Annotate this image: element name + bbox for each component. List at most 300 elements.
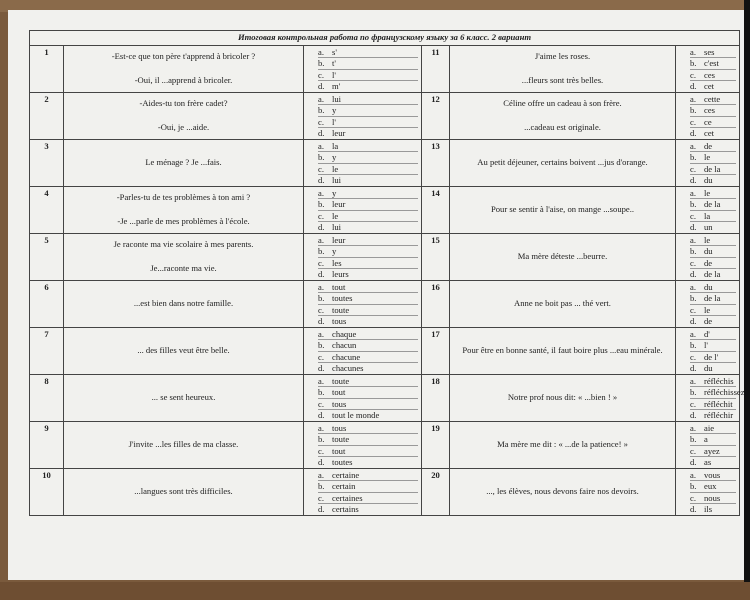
answer-option[interactable]: [690, 211, 736, 222]
option-text: chacun: [332, 340, 357, 351]
option-letter: c.: [318, 116, 324, 127]
option-letter: b.: [318, 152, 325, 163]
option-text: la: [332, 140, 339, 151]
option-text: cet: [704, 127, 715, 138]
answer-option[interactable]: [318, 235, 418, 246]
answer-option[interactable]: [690, 457, 736, 467]
question-number: 1: [30, 46, 64, 93]
answer-option[interactable]: [690, 94, 736, 105]
option-text: ayez: [704, 445, 720, 456]
option-letter: b.: [318, 246, 325, 257]
option-text: ce: [704, 116, 712, 127]
option-letter: a.: [690, 422, 696, 433]
option-letter: d.: [318, 80, 325, 91]
option-letter: b.: [690, 340, 697, 351]
question-text: [64, 469, 304, 516]
option-text: le: [704, 304, 711, 315]
answer-options: [304, 234, 422, 281]
option-letter: b.: [318, 58, 325, 69]
option-text: lui: [332, 174, 342, 185]
answer-option[interactable]: [690, 117, 736, 128]
option-letter: a.: [318, 234, 324, 245]
worksheet-title: Итоговая контрольная работа по французскому языку за 6 класс. 2 вариант: [30, 31, 740, 46]
answer-option[interactable]: [690, 481, 736, 492]
option-letter: d.: [318, 221, 325, 232]
answer-option[interactable]: [690, 470, 736, 481]
question-line: -Aides-tu ton frère cadet?: [139, 98, 228, 109]
option-text: leur: [332, 127, 346, 138]
option-text: les: [332, 257, 342, 268]
question-text: [450, 46, 676, 93]
option-letter: c.: [318, 304, 324, 315]
option-text: m': [332, 80, 341, 91]
option-text: cet: [704, 80, 715, 91]
option-letter: c.: [690, 163, 696, 174]
option-letter: c.: [690, 257, 696, 268]
option-letter: b.: [690, 246, 697, 257]
question-line: Je...raconte ma vie.: [150, 263, 217, 273]
answer-option[interactable]: [318, 258, 418, 269]
background-right-edge: [744, 0, 750, 600]
option-letter: c.: [318, 210, 324, 221]
answer-option[interactable]: [318, 446, 418, 457]
option-text: de: [704, 257, 713, 268]
option-letter: d.: [318, 409, 325, 420]
answer-options: [304, 469, 422, 516]
answer-option[interactable]: [690, 246, 736, 257]
option-letter: b.: [318, 481, 325, 492]
option-text: le: [332, 210, 339, 221]
question-line: Ma mère me dit : « ...de la patience! »: [497, 439, 628, 450]
option-text: ces: [704, 69, 715, 80]
question-line: Anne ne boit pas ... thé vert.: [514, 298, 611, 309]
answer-option[interactable]: [318, 305, 418, 316]
answer-option[interactable]: [690, 376, 736, 387]
question-row: [30, 422, 740, 469]
option-text: cette: [704, 93, 721, 104]
option-text: toute: [332, 375, 350, 386]
answer-option[interactable]: [690, 81, 736, 91]
question-line: -Est-ce que ton père t'apprend à bricoler ?: [111, 51, 256, 62]
question-row: [30, 140, 740, 187]
option-letter: d.: [318, 456, 325, 467]
answer-option[interactable]: [318, 246, 418, 257]
option-letter: d.: [690, 80, 697, 91]
option-letter: a.: [690, 375, 696, 386]
option-text: l': [332, 69, 336, 80]
answer-option[interactable]: [318, 387, 418, 398]
answer-option[interactable]: [318, 363, 418, 373]
option-text: du: [704, 246, 713, 257]
answer-option[interactable]: [690, 387, 745, 398]
option-text: de l': [704, 351, 719, 362]
option-text: eux: [704, 481, 717, 492]
option-letter: d.: [318, 174, 325, 185]
option-letter: d.: [318, 362, 325, 373]
option-text: a: [704, 434, 708, 445]
background-bottom: [0, 582, 750, 600]
answer-option[interactable]: [690, 47, 736, 58]
answer-option[interactable]: [690, 410, 736, 420]
answer-options: [304, 187, 422, 234]
answer-option[interactable]: [318, 58, 418, 69]
question-number: 14: [422, 187, 450, 234]
quiz-table: [29, 30, 745, 516]
question-line: ..., les élèves, nous devons faire nos devoirs.: [486, 486, 639, 497]
question-row: [30, 328, 740, 375]
option-letter: c.: [318, 398, 324, 409]
option-text: lui: [332, 93, 342, 104]
answer-option[interactable]: [690, 316, 736, 326]
question-line: Ma mère déteste ...beurre.: [517, 251, 608, 262]
option-text: chacunes: [332, 362, 364, 373]
answer-options: [676, 469, 740, 516]
question-number: 12: [422, 93, 450, 140]
question-number: 7: [30, 328, 64, 375]
option-letter: c.: [690, 351, 696, 362]
question-line: Pour se sentir à l'aise, on mange ...soupe..: [490, 204, 635, 215]
option-letter: d.: [690, 315, 697, 326]
option-letter: a.: [318, 140, 324, 151]
answer-option[interactable]: [318, 222, 418, 232]
option-letter: a.: [318, 328, 324, 339]
answer-option[interactable]: [318, 94, 418, 105]
option-letter: b.: [690, 481, 697, 492]
question-number: 19: [422, 422, 450, 469]
question-text: [450, 281, 676, 328]
answer-option[interactable]: [690, 363, 736, 373]
question-number: 18: [422, 375, 450, 422]
question-text: [450, 93, 676, 140]
question-text: [450, 187, 676, 234]
answer-option[interactable]: [318, 152, 418, 163]
answer-option[interactable]: [690, 199, 736, 210]
answer-option[interactable]: [690, 222, 736, 232]
option-text: l': [332, 116, 336, 127]
answer-option[interactable]: [690, 152, 736, 163]
answer-options: [676, 422, 740, 469]
answer-option[interactable]: [318, 340, 418, 351]
option-letter: b.: [690, 387, 697, 398]
option-text: y: [332, 187, 337, 198]
option-text: nous: [704, 492, 721, 503]
answer-option[interactable]: [318, 164, 418, 175]
question-line: -Oui, je ...aide.: [157, 122, 210, 132]
option-letter: a.: [318, 281, 324, 292]
question-text: [64, 375, 304, 422]
answer-option[interactable]: [690, 340, 736, 351]
answer-options: [676, 234, 740, 281]
option-letter: b.: [318, 434, 325, 445]
question-row: [30, 375, 740, 422]
answer-option[interactable]: [318, 282, 418, 293]
option-letter: b.: [690, 58, 697, 69]
answer-option[interactable]: [318, 81, 418, 91]
option-text: y: [332, 105, 337, 116]
answer-option[interactable]: [318, 352, 418, 363]
answer-option[interactable]: [690, 434, 736, 445]
option-text: tous: [332, 398, 347, 409]
answer-option[interactable]: [318, 70, 418, 81]
answer-option[interactable]: [690, 504, 736, 514]
option-letter: a.: [690, 281, 696, 292]
answer-options: [304, 140, 422, 187]
option-letter: c.: [690, 492, 696, 503]
option-text: aie: [704, 422, 715, 433]
option-letter: b.: [690, 434, 697, 445]
answer-option[interactable]: [318, 504, 418, 514]
answer-option[interactable]: [690, 352, 736, 363]
answer-option[interactable]: [690, 175, 736, 185]
answer-option[interactable]: [318, 175, 418, 185]
option-text: ces: [704, 105, 715, 116]
answer-options: [304, 375, 422, 422]
option-text: ses: [704, 46, 715, 57]
option-letter: a.: [318, 187, 324, 198]
option-text: réfléchissez: [704, 387, 745, 398]
option-text: tous: [332, 422, 347, 433]
option-letter: c.: [690, 398, 696, 409]
option-text: certaine: [332, 469, 360, 480]
question-line: ... se sent heureux.: [151, 392, 216, 403]
option-text: le: [704, 187, 711, 198]
answer-option[interactable]: [690, 493, 736, 504]
option-letter: d.: [318, 127, 325, 138]
question-line: -Oui, il ...apprend à bricoler.: [134, 75, 233, 85]
option-letter: d.: [318, 503, 325, 514]
question-line: ...est bien dans notre famille.: [133, 298, 234, 309]
question-line: ...cadeau est originale.: [524, 122, 601, 132]
question-number: 11: [422, 46, 450, 93]
answer-option[interactable]: [318, 117, 418, 128]
answer-option[interactable]: [318, 199, 418, 210]
option-text: tous: [332, 315, 347, 326]
question-row: [30, 187, 740, 234]
answer-option[interactable]: [318, 269, 418, 279]
option-letter: a.: [690, 140, 696, 151]
answer-option[interactable]: [690, 282, 736, 293]
option-text: tout: [332, 445, 346, 456]
option-text: de: [704, 315, 713, 326]
question-text: [450, 375, 676, 422]
option-text: lui: [332, 221, 342, 232]
option-text: de la: [704, 199, 721, 210]
answer-options: [676, 46, 740, 93]
option-letter: a.: [690, 187, 696, 198]
option-letter: a.: [690, 234, 696, 245]
answer-options: [676, 93, 740, 140]
question-line: Notre prof nous dit: « ...bien ! »: [507, 392, 618, 403]
answer-option[interactable]: [318, 47, 418, 58]
answer-option[interactable]: [690, 305, 736, 316]
answer-option[interactable]: [690, 70, 736, 81]
answer-option[interactable]: [690, 269, 736, 279]
answer-option[interactable]: [318, 188, 418, 199]
question-number: 20: [422, 469, 450, 516]
option-text: tout: [332, 387, 346, 398]
option-letter: a.: [690, 46, 696, 57]
answer-options: [676, 187, 740, 234]
answer-option[interactable]: [690, 446, 736, 457]
option-letter: d.: [690, 409, 697, 420]
option-text: de la: [704, 293, 721, 304]
option-text: y: [332, 246, 337, 257]
option-text: le: [704, 152, 711, 163]
option-text: tout le monde: [332, 409, 380, 420]
option-letter: c.: [690, 210, 696, 221]
answer-option[interactable]: [318, 293, 418, 304]
option-text: toute: [332, 434, 350, 445]
question-number: 9: [30, 422, 64, 469]
question-line: Céline offre un cadeau à son frère.: [503, 98, 622, 109]
option-letter: b.: [318, 293, 325, 304]
option-text: chaque: [332, 328, 357, 339]
option-letter: a.: [318, 375, 324, 386]
option-text: leurs: [332, 268, 349, 279]
option-letter: a.: [318, 46, 324, 57]
question-number: 10: [30, 469, 64, 516]
question-number: 15: [422, 234, 450, 281]
answer-option[interactable]: [318, 423, 418, 434]
answer-option[interactable]: [690, 235, 736, 246]
answer-option[interactable]: [318, 481, 418, 492]
question-number: 3: [30, 140, 64, 187]
answer-option[interactable]: [690, 399, 736, 410]
question-text: [64, 93, 304, 140]
question-number: 6: [30, 281, 64, 328]
question-line: -Parles-tu de tes problèmes à ton ami ?: [116, 192, 251, 203]
option-letter: d.: [690, 174, 697, 185]
question-line: ... des filles veut être belle.: [137, 345, 230, 356]
answer-option[interactable]: [318, 470, 418, 481]
option-text: y: [332, 152, 337, 163]
answer-option[interactable]: [318, 493, 418, 504]
answer-option[interactable]: [690, 164, 736, 175]
option-letter: d.: [318, 315, 325, 326]
option-text: toutes: [332, 293, 353, 304]
answer-option[interactable]: [318, 141, 418, 152]
answer-option[interactable]: [318, 434, 418, 445]
answer-options: [304, 46, 422, 93]
answer-option[interactable]: [318, 329, 418, 340]
option-text: l': [704, 340, 708, 351]
question-number: 4: [30, 187, 64, 234]
option-letter: d.: [690, 362, 697, 373]
answer-option[interactable]: [318, 128, 418, 138]
option-text: t': [332, 58, 336, 69]
option-letter: b.: [318, 105, 325, 116]
answer-options: [676, 140, 740, 187]
option-letter: a.: [318, 469, 324, 480]
option-letter: a.: [690, 93, 696, 104]
question-line: Pour être en bonne santé, il faut boire plus ...eau minérale.: [462, 345, 663, 356]
question-text: [450, 422, 676, 469]
answer-option[interactable]: [690, 128, 736, 138]
option-text: s': [332, 46, 337, 57]
question-text: [64, 328, 304, 375]
option-letter: b.: [690, 152, 697, 163]
question-line: ...langues sont très difficiles.: [134, 486, 233, 497]
option-text: ils: [704, 503, 713, 514]
answer-option[interactable]: [690, 293, 736, 304]
option-text: toute: [332, 304, 350, 315]
option-text: c'est: [704, 58, 719, 69]
answer-option[interactable]: [690, 105, 736, 116]
option-text: as: [704, 456, 712, 467]
option-letter: c.: [318, 445, 324, 456]
question-number: 16: [422, 281, 450, 328]
answer-options: [676, 375, 745, 422]
option-text: réfléchit: [704, 398, 733, 409]
option-letter: d.: [690, 221, 697, 232]
question-line: J'aime les roses.: [534, 51, 591, 62]
option-letter: a.: [690, 469, 696, 480]
question-line: Le ménage ? Je ...fais.: [145, 157, 222, 168]
question-row: [30, 469, 740, 516]
question-row: [30, 234, 740, 281]
option-letter: b.: [690, 105, 697, 116]
answer-options: [676, 281, 740, 328]
answer-option[interactable]: [318, 410, 418, 420]
option-letter: b.: [318, 199, 325, 210]
option-letter: c.: [318, 492, 324, 503]
option-letter: c.: [690, 116, 696, 127]
answer-options: [304, 93, 422, 140]
option-letter: d.: [690, 456, 697, 467]
option-letter: b.: [318, 387, 325, 398]
option-text: du: [704, 281, 713, 292]
answer-option[interactable]: [318, 211, 418, 222]
question-row: [30, 46, 740, 93]
answer-option[interactable]: [690, 188, 736, 199]
option-text: le: [332, 163, 339, 174]
option-text: la: [704, 210, 711, 221]
option-letter: b.: [690, 199, 697, 210]
question-number: 17: [422, 328, 450, 375]
question-text: [64, 46, 304, 93]
answer-option[interactable]: [690, 258, 736, 269]
option-letter: a.: [318, 93, 324, 104]
answer-option[interactable]: [690, 329, 736, 340]
answer-option[interactable]: [318, 105, 418, 116]
answer-option[interactable]: [690, 141, 736, 152]
question-number: 5: [30, 234, 64, 281]
answer-option[interactable]: [318, 316, 418, 326]
answer-option[interactable]: [318, 399, 418, 410]
answer-option[interactable]: [318, 376, 418, 387]
option-letter: c.: [318, 69, 324, 80]
answer-option[interactable]: [690, 423, 736, 434]
option-letter: c.: [318, 351, 324, 362]
option-letter: d.: [690, 127, 697, 138]
option-text: certaines: [332, 492, 363, 503]
option-text: toutes: [332, 456, 353, 467]
question-row: [30, 93, 740, 140]
question-text: [450, 140, 676, 187]
option-letter: c.: [318, 257, 324, 268]
option-letter: c.: [318, 163, 324, 174]
option-letter: c.: [690, 445, 696, 456]
question-text: [450, 469, 676, 516]
option-text: leur: [332, 199, 346, 210]
question-number: 2: [30, 93, 64, 140]
answer-option[interactable]: [318, 457, 418, 467]
option-text: de la: [704, 268, 721, 279]
option-text: de la: [704, 163, 721, 174]
option-text: réfléchir: [704, 409, 734, 420]
question-text: [450, 234, 676, 281]
answer-option[interactable]: [690, 58, 736, 69]
